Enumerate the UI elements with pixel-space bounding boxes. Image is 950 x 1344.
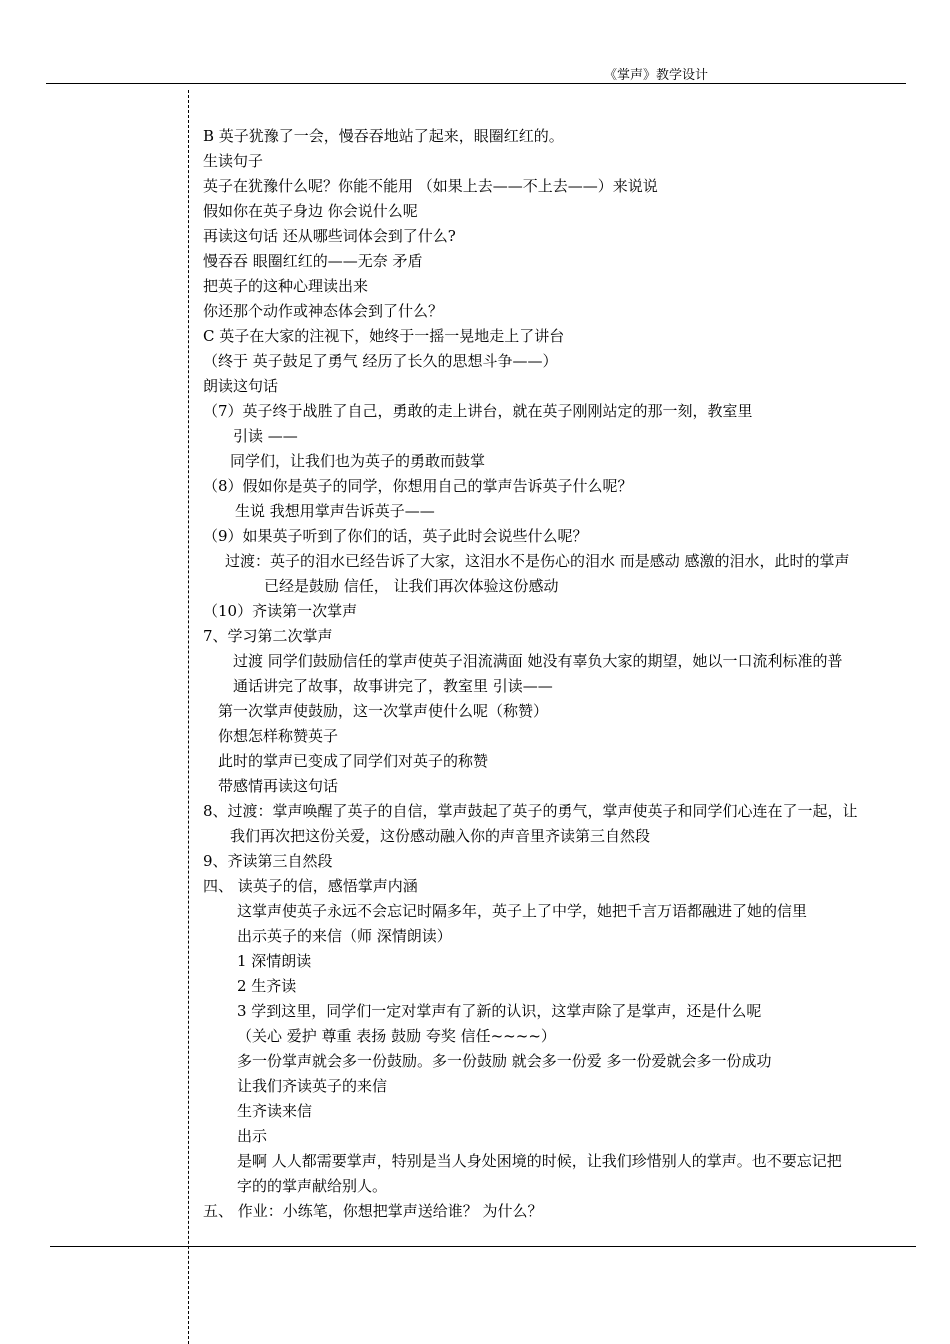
text-line: 把英子的这种心理读出来 bbox=[203, 277, 369, 295]
margin-dashed-line bbox=[188, 90, 189, 1344]
text-line: 再读这句话 还从哪些词体会到了什么? bbox=[203, 227, 456, 245]
text-line: 此时的掌声已变成了同学们对英子的称赞 bbox=[218, 752, 489, 770]
text-line: 你想怎样称赞英子 bbox=[218, 727, 339, 745]
text-line: 9、齐读第三自然段 bbox=[203, 852, 333, 870]
header-rule bbox=[46, 83, 906, 84]
text-line: 第一次掌声使鼓励，这一次掌声使什么呢（称赞） bbox=[218, 702, 549, 720]
text-line: 8、过渡：掌声唤醒了英子的自信，掌声鼓起了英子的勇气，掌声使英子和同学们心连在了一起，让 bbox=[203, 802, 858, 820]
lesson-plan-body bbox=[203, 124, 908, 1224]
text-line: 生读句子 bbox=[203, 152, 264, 170]
text-line: （9）如果英子听到了你们的话，英子此时会说些什么呢？ bbox=[203, 527, 588, 545]
text-line: 慢吞吞 眼圈红红的——无奈 矛盾 bbox=[203, 252, 423, 270]
text-line: 生说 我想用掌声告诉英子—— bbox=[235, 502, 435, 520]
text-line: C 英子在大家的注视下，她终于一摇一晃地走上了讲台 bbox=[203, 327, 565, 345]
text-line: 四、 读英子的信，感悟掌声内涵 bbox=[203, 877, 418, 895]
footer-rule bbox=[50, 1246, 916, 1247]
text-line: 让我们齐读英子的来信 bbox=[237, 1077, 388, 1095]
text-line: 带感情再读这句话 bbox=[218, 777, 339, 795]
text-line: 这掌声使英子永远不会忘记时隔多年，英子上了中学，她把千言万语都融进了她的信里 bbox=[237, 902, 808, 920]
text-line: 出示 bbox=[237, 1127, 268, 1145]
document-header-title: 《掌声》教学设计 bbox=[604, 68, 709, 83]
text-line: （关心 爱护 尊重 表扬 鼓励 夸奖 信任~~~~） bbox=[237, 1027, 556, 1045]
text-line: 通话讲完了故事，故事讲完了，教室里 引读—— bbox=[233, 677, 553, 695]
text-line: 引读 —— bbox=[233, 427, 298, 445]
text-line: 出示英子的来信（师 深情朗读） bbox=[237, 927, 452, 945]
text-line: 是啊 人人都需要掌声，特别是当人身处困境的时候，让我们珍惜别人的掌声。也不要忘记把 bbox=[237, 1152, 842, 1170]
text-line: 2 生齐读 bbox=[237, 977, 297, 995]
text-line: 已经是鼓励 信任， 让我们再次体验这份感动 bbox=[264, 577, 559, 595]
text-line: （7）英子终于战胜了自己，勇敢的走上讲台，就在英子刚刚站定的那一刻，教室里 bbox=[203, 402, 753, 420]
text-line: 多一份掌声就会多一份鼓励。多一份鼓励 就会多一份爱 多一份爱就会多一份成功 bbox=[237, 1052, 772, 1070]
text-line: 五、 作业：小练笔，你想把掌声送给谁？ 为什么？ bbox=[203, 1202, 543, 1220]
text-line: 朗读这句话 bbox=[203, 377, 279, 395]
text-line: 我们再次把这份关爱，这份感动融入你的声音里齐读第三自然段 bbox=[230, 827, 651, 845]
text-line: 7、学习第二次掌声 bbox=[203, 627, 333, 645]
text-line: 字的的掌声献给别人。 bbox=[237, 1177, 388, 1195]
text-line: 生齐读来信 bbox=[237, 1102, 313, 1120]
text-line: 过渡：英子的泪水已经告诉了大家，这泪水不是伤心的泪水 而是感动 感激的泪水，此时的掌声 bbox=[225, 552, 850, 570]
text-line: 你还那个动作或神态体会到了什么？ bbox=[203, 302, 444, 320]
text-line: （10）齐读第一次掌声 bbox=[203, 602, 358, 620]
text-line: 假如你在英子身边 你会说什么呢 bbox=[203, 202, 418, 220]
text-line: 1 深情朗读 bbox=[237, 952, 312, 970]
text-line: 过渡 同学们鼓励信任的掌声使英子泪流满面 她没有辜负大家的期望，她以一口流利标准的普 bbox=[233, 652, 843, 670]
text-line: B 英子犹豫了一会，慢吞吞地站了起来，眼圈红红的。 bbox=[203, 127, 564, 145]
text-line: 英子在犹豫什么呢？你能不能用 （如果上去——不上去——）来说说 bbox=[203, 177, 658, 195]
text-line: （8）假如你是英子的同学，你想用自己的掌声告诉英子什么呢？ bbox=[203, 477, 633, 495]
text-line: 3 学到这里，同学们一定对掌声有了新的认识，这掌声除了是掌声，还是什么呢 bbox=[237, 1002, 762, 1020]
text-line: （终于 英子鼓足了勇气 经历了长久的思想斗争——） bbox=[203, 352, 558, 370]
text-line: 同学们，让我们也为英子的勇敢而鼓掌 bbox=[230, 452, 486, 470]
